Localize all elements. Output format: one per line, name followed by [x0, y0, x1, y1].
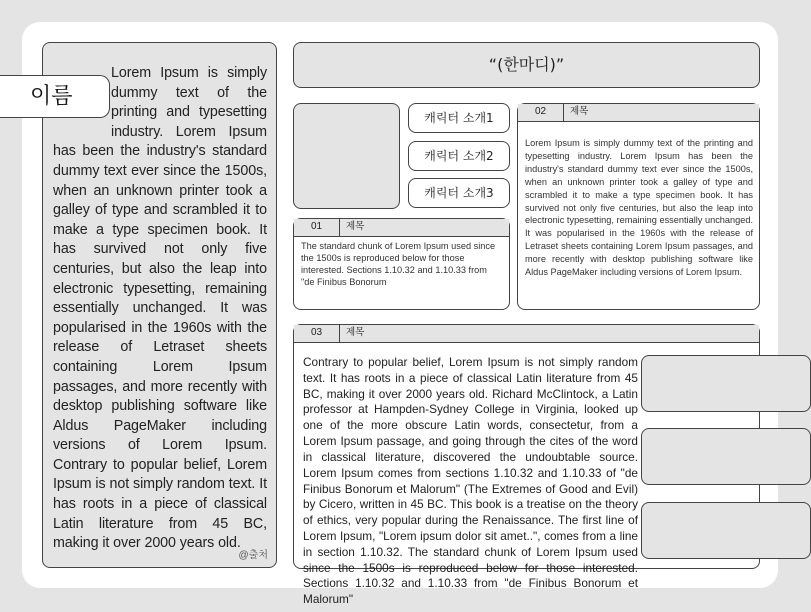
panel-03-number: 03	[294, 325, 340, 342]
panel-02	[517, 103, 760, 310]
profile-bio: Lorem Ipsum is simply dummy text of the printing and typesetting industry. Lorem Ipsum has been the industry's standard dummy text ever since the 1500s, when an unknown printer took a galley of type and scrambled it to make a type specimen book. It has survived not only five centuries, but also the leap into electronic typesetting, remaining essentially unchanged. It was popularised in the 1960s with the release of Letraset sheets containing Lorem Ipsum passages, and more recently with desktop publishing software like Aldus PageMaker including versions of Lorem Ipsum. Contrary to popular belief, Lorem Ipsum is not simply random text. It has roots in a piece of classical Latin literature from 45 BC, making it over 2000 years old.	[53, 65, 267, 552]
panel-02-title: 제목	[570, 106, 589, 117]
character-intro-button-1[interactable]: 캐릭터 소개1	[408, 103, 510, 133]
overlay-placeholder-3	[641, 502, 811, 559]
character-intro-button-3[interactable]: 캐릭터 소개3	[408, 178, 510, 208]
character-intro-button-2[interactable]: 캐릭터 소개2	[408, 141, 510, 171]
panel-01-title: 제목	[346, 221, 365, 232]
name-tag: 이름	[0, 75, 110, 118]
panel-03-body: Contrary to popular belief, Lorem Ipsum is not simply random text. It has roots in a piece of classical Latin literature from 45 BC, making it over 2000 years old. Richard McClintock, a Latin professor at Hampden-Sydney College in Virginia, looked up one of the more obscure Latin words, consectetur, from a Lorem Ipsum passage, and going through the cites of the word in classical literature, discovered the undoubtable source. Lorem Ipsum comes from sections 1.10.32 and 1.10.33 of "de Finibus Bonorum et Malorum" (The Extremes of Good and Evil) by Cicero, written in 45 BC. This book is a treatise on the theory of ethics, very popular during the Renaissance. The first line of Lorem Ipsum, "Lorem ipsum dolor sit amet..", comes from a line in section 1.10.32. The standard chunk of Lorem Ipsum used since the 1500s is reproduced below for those interested. Sections 1.10.32 and 1.10.33 from "de Finibus Bonorum et Malorum"	[303, 355, 638, 607]
panel-03-header	[294, 325, 759, 343]
character-image-placeholder	[293, 103, 400, 209]
profile-panel	[42, 42, 277, 568]
panel-03-title: 제목	[346, 327, 365, 338]
overlay-placeholder-2	[641, 428, 811, 485]
profile-source: @출처	[238, 550, 268, 561]
overlay-placeholder-1	[641, 355, 811, 412]
panel-01	[293, 218, 510, 310]
panel-01-body: The standard chunk of Lorem Ipsum used since the 1500s is reproduced below for those interested. Sections 1.10.32 and 1.10.33 from "de Finibus Bonorum	[301, 241, 496, 287]
quote-box: “(한마디)”	[293, 42, 760, 88]
panel-01-number: 01	[294, 219, 340, 236]
panel-02-number: 02	[518, 104, 564, 121]
panel-02-header	[518, 104, 759, 122]
panel-02-body: Lorem Ipsum is simply dummy text of the printing and typesetting industry. Lorem Ipsum has been the industry's standard dummy text ever since the 1500s, when an unknown printer took a galley of type and scrambled it to make a type specimen book. It has survived not only five centuries, but also the leap into electronic typesetting, remaining essentially unchanged. It was popularised in the 1960s with the release of Letraset sheets containing Lorem Ipsum passages, and more recently with desktop publishing software like Aldus PageMaker including versions of Lorem Ipsum.	[525, 138, 753, 278]
panel-01-header	[294, 219, 509, 237]
profile-bio-wrap	[53, 64, 267, 554]
